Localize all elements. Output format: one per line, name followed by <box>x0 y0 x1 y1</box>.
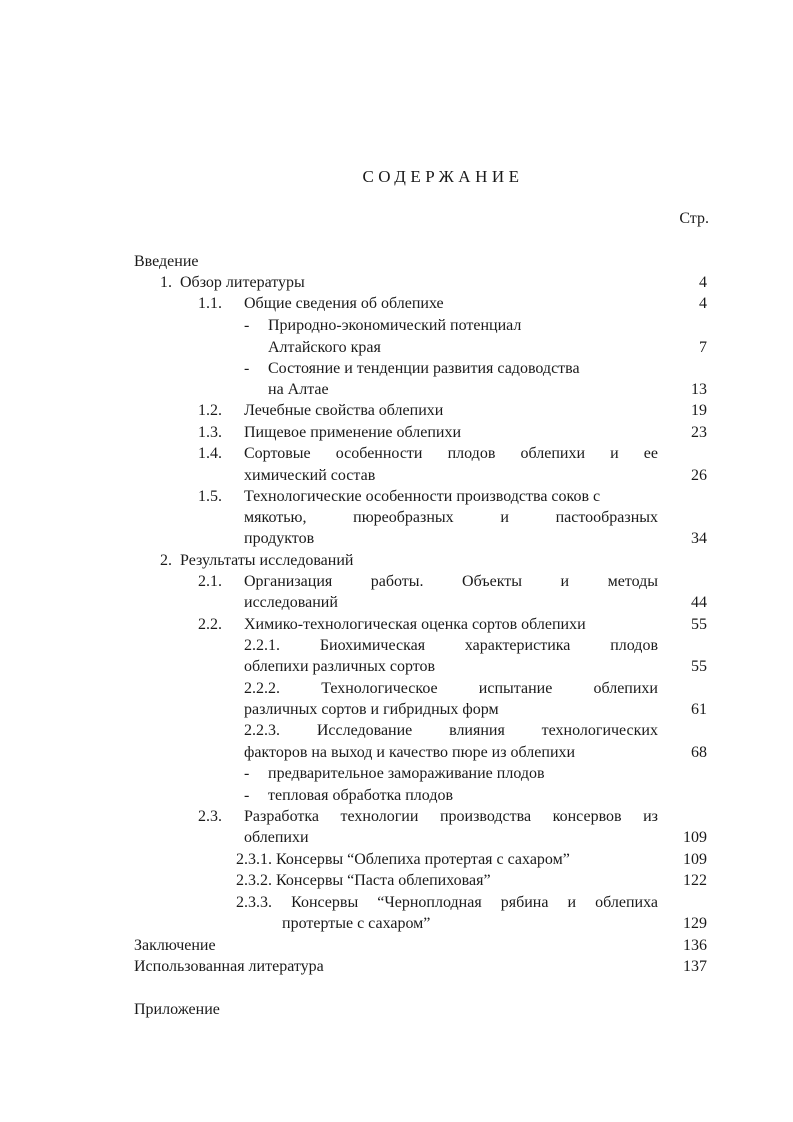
toc-entry-b4_dash: - <box>244 787 250 804</box>
toc-entry-b1_dash: - <box>244 317 250 334</box>
toc-entry-b1_l1: Природно-экономический потенциал <box>268 317 522 334</box>
toc-page-number: 68 <box>691 744 707 761</box>
toc-entry-s15_num: 1.5. <box>198 488 222 505</box>
toc-entry-ch1: Обзор литературы <box>180 274 305 291</box>
toc-entry-s23_l2: облепихи <box>244 829 309 846</box>
toc-entry-s13: Пищевое применение облепихи <box>244 424 462 441</box>
toc-entry-s233_l1: 2.3.3. Консервы “Черноплодная рябина и облепиха <box>236 894 658 911</box>
toc-entry-s21_num: 2.1. <box>198 573 222 590</box>
toc-page-number: 44 <box>691 594 707 611</box>
toc-page-number: 4 <box>699 274 707 291</box>
toc-entry-s233_l2: протертые с сахаром” <box>282 915 431 932</box>
toc-entry-ch2: Результаты исследований <box>180 552 354 569</box>
toc-entry-s222_l1: 2.2.2. Технологическое испытание облепихи <box>244 680 658 697</box>
toc-entry-s14_l2: химический состав <box>244 467 376 484</box>
toc-entry-s11: Общие сведения об облепихе <box>244 295 444 312</box>
toc-entry-intro: Введение <box>134 253 199 270</box>
toc-page-number: 109 <box>683 851 707 868</box>
toc-entry-b2_l2: на Алтае <box>268 381 329 398</box>
toc-entry-s231: 2.3.1. Консервы “Облепиха протертая с сахаром” <box>236 851 570 868</box>
toc-entry-ch2_num: 2. <box>160 552 172 569</box>
toc-entry-s223_l2: факторов на выход и качество пюре из облепихи <box>244 744 576 761</box>
toc-entry-s21_l1: Организация работы. Объекты и методы <box>244 573 658 590</box>
toc-entry-s15_l1: Технологические особенности производства соков с <box>244 488 601 505</box>
toc-entry-s23_num: 2.3. <box>198 808 222 825</box>
toc-entry-s232: 2.3.2. Консервы “Паста облепиховая” <box>236 872 491 889</box>
toc-page-number: 26 <box>691 467 707 484</box>
toc-page-number: 55 <box>691 616 707 633</box>
toc-page-number: 4 <box>699 295 707 312</box>
toc-entry-b1_l2: Алтайского края <box>268 339 381 356</box>
toc-entry-s13_num: 1.3. <box>198 424 222 441</box>
toc-page-number: 55 <box>691 658 707 675</box>
page-column-header: Стр. <box>679 210 709 227</box>
toc-page-number: 34 <box>691 530 707 547</box>
toc-page-number: 109 <box>683 829 707 846</box>
toc-page-number: 129 <box>683 915 707 932</box>
toc-entry-appendix: Приложение <box>134 1001 220 1018</box>
toc-entry-s222_l2: различных сортов и гибридных форм <box>244 701 499 718</box>
toc-entry-b4: тепловая обработка плодов <box>268 787 454 804</box>
toc-page-number: 61 <box>691 701 707 718</box>
toc-entry-s11_num: 1.1. <box>198 295 222 312</box>
toc-entry-s15_l3: продуктов <box>244 530 315 547</box>
toc-entry-s14_l1: Сортовые особенности плодов облепихи и ее <box>244 445 658 462</box>
toc-entry-ch1_num: 1. <box>160 274 172 291</box>
toc-page-number: 7 <box>699 339 707 356</box>
toc-entry-s21_l2: исследований <box>244 594 338 611</box>
toc-entry-s221_l1: 2.2.1. Биохимическая характеристика плодов <box>244 637 658 654</box>
toc-entry-s22: Химико-технологическая оценка сортов облепихи <box>244 616 586 633</box>
toc-page-number: 122 <box>683 872 707 889</box>
toc-entry-s223_l1: 2.2.3. Исследование влияния технологических <box>244 722 658 739</box>
toc-entry-s14_num: 1.4. <box>198 445 222 462</box>
toc-entry-s221_l2: облепихи различных сортов <box>244 658 436 675</box>
toc-page-number: 13 <box>691 381 707 398</box>
toc-entry-b3: предварительное замораживание плодов <box>268 765 545 782</box>
toc-page-number: 136 <box>683 937 707 954</box>
toc-page-number: 23 <box>691 424 707 441</box>
page-title: СОДЕРЖАНИЕ <box>362 167 524 186</box>
toc-entry-s22_num: 2.2. <box>198 616 222 633</box>
toc-entry-s15_l2: мякотью, пюреобразных и пастообразных <box>244 509 658 526</box>
toc-entry-concl: Заключение <box>134 937 216 954</box>
toc-entry-b2_l1: Состояние и тенденции развития садоводства <box>268 360 580 377</box>
toc-entry-b2_dash: - <box>244 360 250 377</box>
toc-entry-s23_l1: Разработка технологии производства консервов из <box>244 808 658 825</box>
toc-entry-s12_num: 1.2. <box>198 402 222 419</box>
toc-entry-refs: Использованная литература <box>134 958 324 975</box>
toc-entry-s12: Лечебные свойства облепихи <box>244 402 444 419</box>
toc-page-number: 19 <box>691 402 707 419</box>
toc-page-number: 137 <box>683 958 707 975</box>
toc-entry-b3_dash: - <box>244 765 250 782</box>
